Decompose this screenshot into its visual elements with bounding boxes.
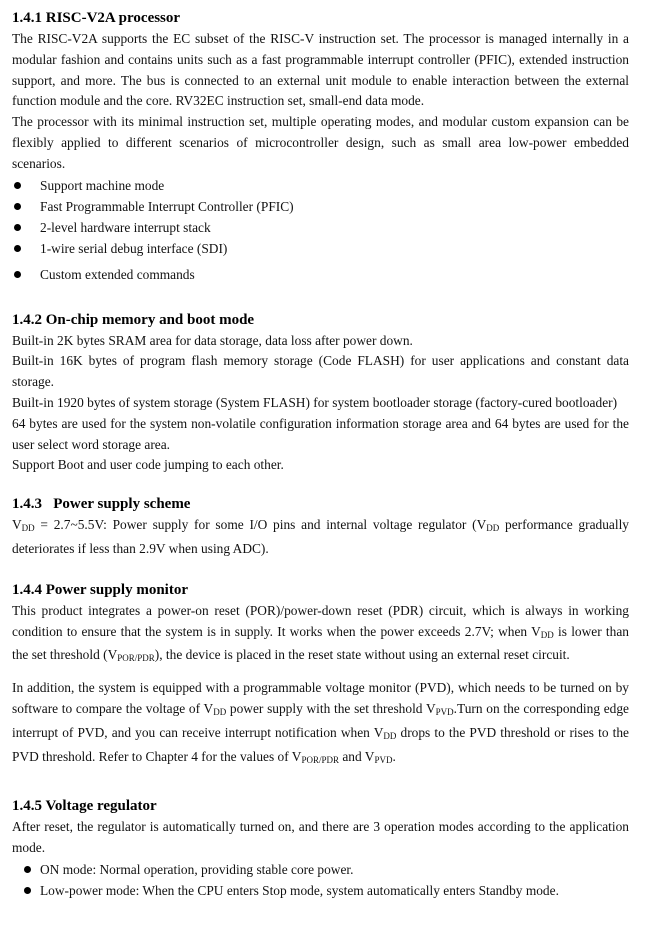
- section-heading: 1.4.1 RISC-V2A processor: [12, 10, 181, 26]
- bullet-icon: [14, 182, 21, 189]
- feature-list: [12, 175, 629, 285]
- paragraph: After reset, the regulator is automatically turned on, and there are 3 operation modes according to the application mode.: [12, 819, 629, 856]
- list-item: Fast Programmable Interrupt Controller (PFIC): [12, 196, 629, 217]
- paragraph: The RISC-V2A supports the EC subset of the RISC-V instruction set. The processor is managed internally in a modular fashion and contains units such as a fast programmable interrupt controller (PFIC), extended instruction support, and more. The bus is connected to an external unit module to enable interaction between the external function module and the core. RV32EC instruction set, small-end data mode.: [12, 31, 629, 109]
- bullet-icon: [14, 271, 21, 278]
- paragraph: Built-in 16K bytes of program flash memory storage (Code FLASH) for user applications and constant data storage.: [12, 353, 629, 390]
- bullet-icon: [24, 887, 31, 894]
- list-item: 1-wire serial debug interface (SDI): [12, 238, 629, 259]
- section-power-supply-scheme: [12, 494, 629, 560]
- list-item: Custom extended commands: [12, 264, 629, 285]
- paragraph: The processor with its minimal instruction set, multiple operating modes, and modular custom expansion can be flexibly applied to different scenarios of microcontroller design, such as small area low-power embedded scenarios.: [12, 114, 629, 171]
- section-heading: 1.4.4 Power supply monitor: [12, 581, 188, 598]
- list-item: Low-power mode: When the CPU enters Stop mode, system automatically enters Standby mode.: [12, 880, 629, 901]
- mode-list: [12, 859, 629, 901]
- paragraph: Support Boot and user code jumping to each other.: [12, 457, 284, 473]
- paragraph: This product integrates a power-on reset (POR)/power-down reset (PDR) circuit, which is always in working condition to ensure that the system is in supply. It works when the power exceeds 2.7V; when $V_{DD}$ is lower than the set threshold $(V_{POR/PDR})$, the device is placed in the reset state without using an external reset circuit.: [12, 602, 629, 664]
- bullet-icon: [14, 245, 21, 252]
- section-heading: 1.4.2 On-chip memory and boot mode: [12, 311, 255, 328]
- paragraph: In addition, the system is equipped with a programmable voltage monitor (PVD), which needs to be turned on by software to compare the voltage of $V_{DD}$ power supply with the set threshold $V_{PVD}.Turn$ on the corresponding edge interrupt of PVD, and you can receive interrupt notification when $V_{DD}$ drops to the PVD threshold or rises to the PVD threshold. Refer to Chapter 4 for the values of $V_{POR/PDR}$ and $V_{PVD}$.: [12, 680, 630, 765]
- section-voltage-regulator: [12, 796, 629, 901]
- section-heading: 1.4.3 Power supply scheme: [12, 496, 191, 513]
- list-item: Support machine mode: [12, 175, 629, 196]
- paragraph: 64 bytes are used for the system non-volatile configuration information storage area and 64 bytes are used for the user select word storage area.: [12, 415, 629, 452]
- paragraph: Built-in 1920 bytes of system storage (System FLASH) for system bootloader storage (factory-cured bootloader): [12, 394, 618, 410]
- document-page: [12, 8, 629, 913]
- section-risc-v2a-processor: [12, 8, 629, 285]
- section-memory-boot-mode: [12, 310, 629, 477]
- bullet-icon: [14, 224, 21, 231]
- section-heading: 1.4.5 Voltage regulator: [12, 798, 157, 815]
- section-power-supply-monitor: [12, 580, 629, 771]
- paragraph: Built-in 2K bytes SRAM area for data storage, data loss after power down.: [12, 332, 413, 348]
- bullet-icon: [14, 203, 21, 210]
- paragraph: $V_{DD}$ = 2.7~5.5V: Power supply for some I/O pins and internal voltage regulator ($V_{DD}$ performance gradually deteriorates if less than 2.9V when using ADC).: [12, 517, 629, 556]
- bullet-icon: [24, 866, 31, 873]
- list-item: 2-level hardware interrupt stack: [12, 217, 629, 238]
- list-item: ON mode: Normal operation, providing stable core power.: [12, 859, 629, 880]
